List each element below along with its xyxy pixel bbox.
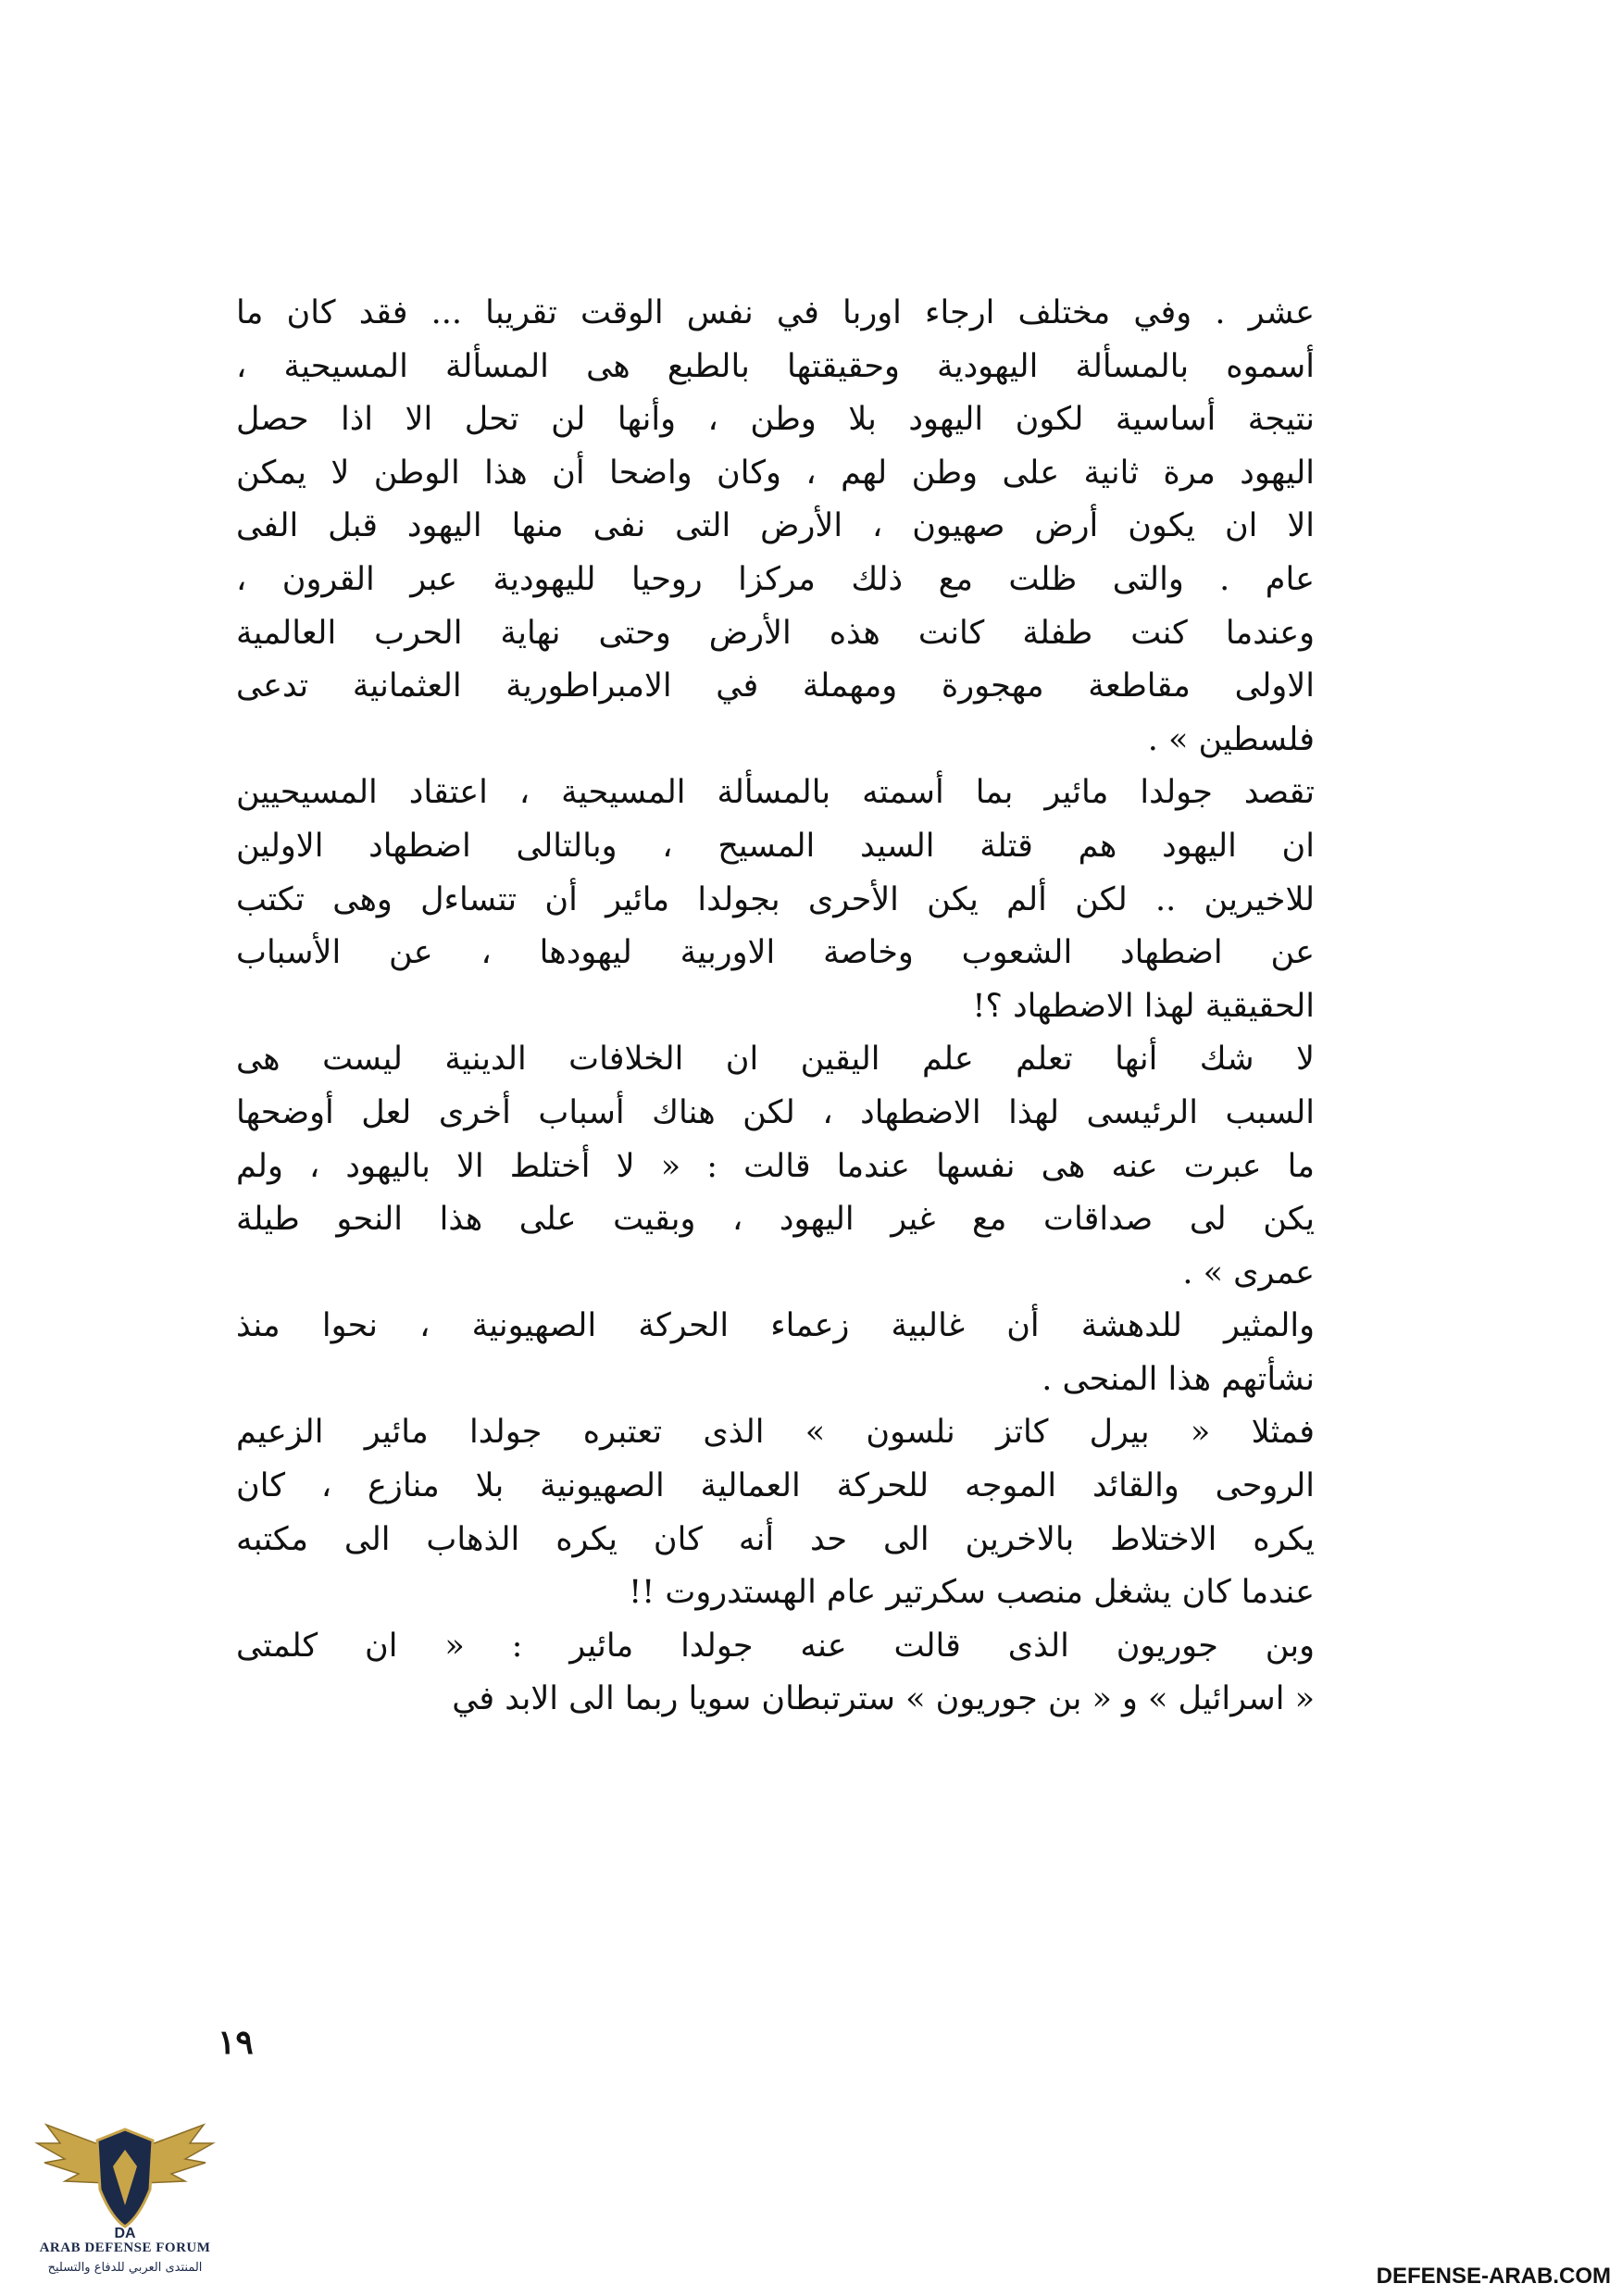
text-line: الحقيقية لهذا الاضطهاد ؟! [972,987,1315,1025]
winged-shield-icon [28,2102,222,2240]
text-line: فلسطين » . [1147,720,1315,758]
text-line: السبب الرئيسى لهذا الاضطهاد ، لكن هناك أسباب أخرى لعل أوضحها [236,1093,1315,1131]
svg-text:DA: DA [114,2226,136,2240]
page-number: ١٩ [218,2023,254,2062]
text-line: « اسرائيل » و « بن جوريون » سترتبطان سويا ربما الى الابد في [452,1680,1315,1718]
text-line: وعندما كنت طفلة كانت هذه الأرض وحتى نهاية الحرب العالمية [236,614,1315,652]
text-line: نتيجة أساسية لكون اليهود بلا وطن ، وأنها لن تحل الا اذا حصل [236,401,1315,439]
text-line: ان اليهود هم قتلة السيد المسيح ، وبالتالى اضطهاد الاولين [236,827,1315,865]
text-line: اليهود مرة ثانية على وطن لهم ، وكان واضحا أن هذا الوطن لا يمكن [236,454,1315,492]
text-line: عام . والتى ظلت مع ذلك مركزا روحيا لليهودية عبر القرون ، [236,560,1315,598]
text-line: عشر . وفي مختلف ارجاء اوربا في نفس الوقت تقريبا ... فقد كان ما [236,294,1315,331]
logo-tagline: المنتدى العربي للدفاع والتسليح [47,2261,203,2275]
text-line: لا شك أنها تعلم علم اليقين ان الخلافات الدينية ليست هى [236,1041,1315,1079]
text-line: عن اضطهاد الشعوب وخاصة الاوربية ليهودها ، عن الأسباب [236,934,1315,972]
text-line: أسموه بالمسألة اليهودية وحقيقتها بالطبع هى المسألة المسيحية ، [236,347,1315,385]
text-line: الروحى والقائد الموجه للحركة العمالية الصهيونية بلا منازع ، كان [236,1467,1315,1505]
logo-wordmark: ARAB DEFENSE FORUM [39,2240,211,2255]
text-line: يكن لى صداقات مع غير اليهود ، وبقيت على هذا النحو طيلة [236,1201,1315,1239]
text-line: والمثير للدهشة أن غالبية زعماء الحركة الصهيونية ، نحوا منذ [236,1307,1315,1345]
text-line: الا ان يكون أرض صهيون ، الأرض التى نفى منها اليهود قبل الفى [236,507,1315,545]
text-line: وبن جوريون الذى قالت عنه جولدا مائير : « ان كلمتى [236,1627,1315,1665]
text-line: عندما كان يشغل منصب سكرتير عام الهستدروت !! [629,1574,1315,1612]
text-line: عمرى » . [1182,1254,1315,1292]
text-line: نشأتهم هذا المنحى . [1042,1360,1315,1398]
text-line: للاخيرين .. لكن ألم يكن الأحرى بجولدا مائير أن تتساءل وهى تكتب [236,880,1315,918]
text-line: ما عبرت عنه هى نفسها عندما قالت : « لا أختلط الا باليهود ، ولم [236,1147,1315,1185]
text-line: تقصد جولدا مائير بما أسمته بالمسألة المسيحية ، اعتقاد المسيحيين [236,774,1315,812]
arab-defense-forum-logo [28,2102,222,2287]
text-line: يكره الاختلاط بالاخرين الى حد أنه كان يكره الذهاب الى مكتبه [236,1520,1315,1558]
body-text [236,287,1315,1727]
site-url: DEFENSE-ARAB.COM [1376,2264,1611,2289]
text-line: فمثلا « بيرل كاتز نلسون » الذى تعتبره جولدا مائير الزعيم [236,1414,1315,1452]
text-line: الاولى مقاطعة مهجورة ومهملة في الامبراطورية العثمانية تدعى [236,668,1315,705]
